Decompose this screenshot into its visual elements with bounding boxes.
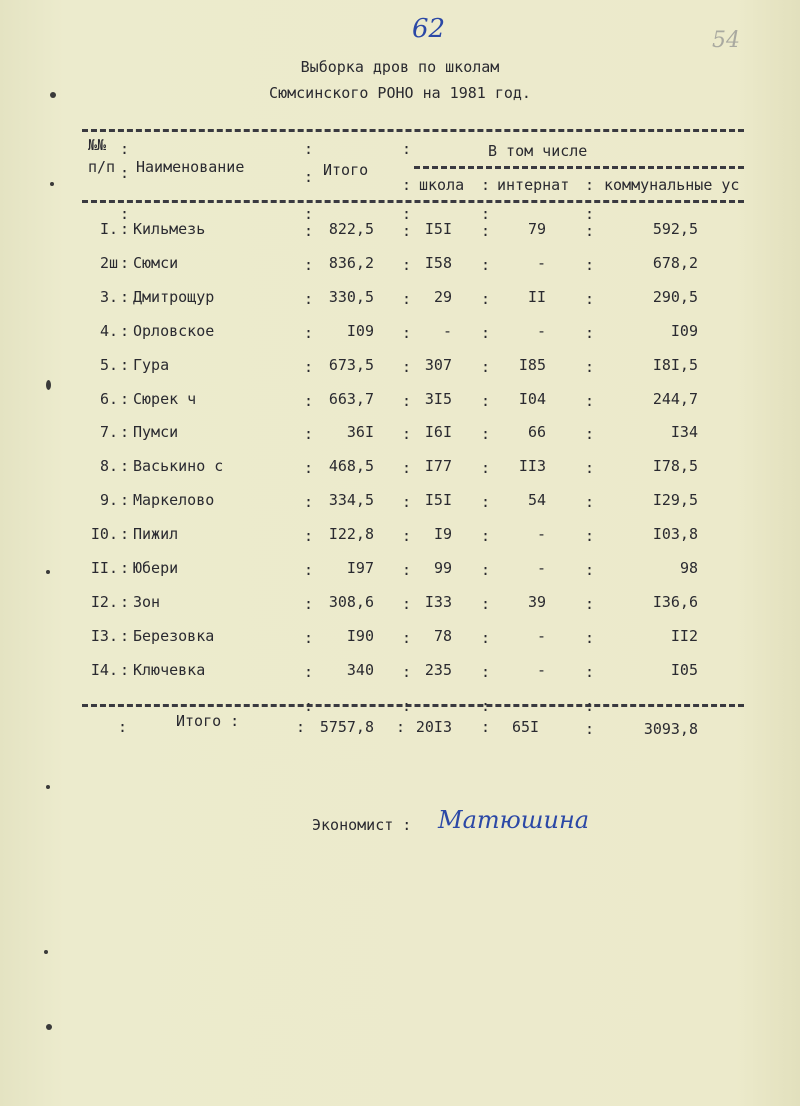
column-divider: : [304, 391, 314, 410]
row-separator: : [120, 253, 130, 272]
column-divider: : [402, 205, 412, 223]
row-school: 307 [424, 355, 452, 374]
header-name: Наименование [136, 158, 245, 176]
row-communal: I29,5 [652, 491, 698, 510]
column-divider: : [481, 696, 491, 715]
row-communal: 244,7 [652, 389, 698, 408]
row-school: I77 [424, 457, 452, 476]
column-divider: : [481, 425, 491, 444]
column-divider: : [304, 696, 314, 715]
column-divider: : [402, 561, 412, 579]
row-internat: I04 [518, 389, 546, 408]
row-internat: - [536, 626, 546, 645]
row-total: 836,2 [328, 253, 374, 272]
row-number: 8. [99, 457, 118, 476]
row-name: Дмитрощур [133, 287, 215, 306]
row-separator: : [120, 592, 130, 611]
column-divider: : [304, 662, 314, 681]
row-communal: I8I,5 [652, 355, 698, 374]
column-divider: : [402, 222, 412, 240]
column-divider: : [402, 176, 412, 194]
column-divider: : [585, 391, 595, 410]
column-divider: : [402, 255, 412, 274]
column-divider: : [585, 662, 595, 681]
row-internat: - [536, 525, 546, 544]
row-communal: I03,8 [652, 525, 698, 544]
row-number: 4. [99, 321, 118, 340]
row-total: 308,6 [328, 592, 374, 611]
column-divider: : [585, 594, 595, 613]
subheader-rule [414, 166, 744, 169]
column-divider: : [304, 323, 314, 342]
signature-handwritten: Матюшина [438, 806, 590, 834]
row-separator: : [120, 457, 130, 476]
row-communal: I09 [670, 321, 698, 340]
column-divider: : [585, 255, 595, 274]
row-number: I. [99, 220, 118, 238]
row-communal: I34 [670, 423, 698, 442]
header-group: В том числе [488, 142, 588, 160]
row-total: 468,5 [328, 457, 374, 476]
binder-hole [46, 1024, 52, 1030]
page-number-faint: 54 [712, 28, 740, 53]
column-divider: : [585, 289, 595, 308]
column-divider: : [585, 459, 595, 478]
row-total: 340 [346, 660, 374, 679]
column-divider: : [481, 255, 491, 274]
column-divider: : [585, 493, 595, 512]
row-total: 663,7 [328, 389, 374, 408]
row-school: 78 [433, 626, 452, 645]
column-divider: : [402, 425, 412, 444]
row-number: II. [90, 559, 118, 577]
row-name: Маркелово [133, 491, 215, 510]
row-number: 6. [99, 389, 118, 408]
totals-school: 20I3 [415, 718, 452, 736]
row-name: Сюмси [133, 253, 179, 272]
row-number: I0. [90, 525, 118, 544]
column-divider: : [402, 391, 412, 410]
row-communal: 98 [679, 559, 698, 577]
header-num-line2: п/п [88, 158, 116, 176]
column-divider: : [304, 628, 314, 647]
row-separator: : [120, 321, 130, 340]
column-divider: : [304, 140, 314, 158]
column-divider: : [585, 323, 595, 342]
totals-label: Итого : [176, 712, 240, 730]
row-internat: II [527, 287, 546, 306]
column-divider: : [402, 289, 412, 308]
column-divider: : [120, 140, 130, 158]
column-divider: : [402, 662, 412, 681]
row-name: Пумси [133, 423, 179, 442]
binder-hole [46, 570, 50, 574]
row-school: - [442, 321, 452, 340]
column-divider: : [304, 205, 314, 223]
header-num-line1: №№ [88, 136, 107, 154]
column-divider: : [481, 561, 491, 579]
column-divider: : [304, 459, 314, 478]
column-divider: : [304, 493, 314, 512]
column-divider: : [481, 289, 491, 308]
column-divider: : [481, 176, 491, 194]
row-name: Васькино с [133, 457, 224, 476]
column-divider: : [481, 594, 491, 613]
row-communal: 290,5 [652, 287, 698, 306]
row-number: I3. [90, 626, 118, 645]
column-divider: : [118, 718, 128, 736]
row-communal: 592,5 [652, 220, 698, 238]
column-divider: : [396, 718, 406, 736]
table-top-rule [82, 129, 744, 132]
row-number: I4. [90, 660, 118, 679]
row-internat: 79 [527, 220, 546, 238]
column-divider: : [304, 594, 314, 613]
binder-hole [46, 380, 51, 390]
column-divider: : [304, 357, 314, 376]
column-divider: : [304, 222, 314, 240]
column-divider: : [585, 696, 595, 715]
totals-communal: 3093,8 [643, 720, 698, 738]
row-separator: : [120, 491, 130, 510]
row-school: 3I5 [424, 389, 452, 408]
column-divider: : [402, 594, 412, 613]
row-name: Кильмезь [133, 220, 206, 238]
row-name: Юбери [133, 559, 179, 577]
row-internat: - [536, 660, 546, 679]
totals-rule [82, 704, 744, 707]
column-divider: : [120, 164, 130, 182]
row-number: 3. [99, 287, 118, 306]
row-separator: : [120, 389, 130, 408]
column-divider: : [304, 561, 314, 579]
row-communal: I05 [670, 660, 698, 679]
column-divider: : [585, 222, 595, 240]
row-total: I97 [346, 559, 374, 577]
column-divider: : [304, 168, 314, 186]
row-separator: : [120, 423, 130, 442]
row-school: 99 [433, 559, 452, 577]
row-school: I9 [433, 525, 452, 544]
column-divider: : [481, 205, 491, 223]
column-divider: : [402, 459, 412, 478]
column-divider: : [481, 628, 491, 647]
column-divider: : [481, 662, 491, 681]
column-divider: : [585, 628, 595, 647]
column-divider: : [402, 323, 412, 342]
row-school: I33 [424, 592, 452, 611]
binder-hole [50, 92, 56, 98]
row-name: Пижил [133, 525, 179, 544]
row-total: I90 [346, 626, 374, 645]
row-name: Зон [133, 592, 161, 611]
row-school: I5I [424, 491, 452, 510]
column-divider: : [481, 391, 491, 410]
row-school: 235 [424, 660, 452, 679]
row-school: I5I [424, 220, 452, 238]
column-divider: : [481, 493, 491, 512]
row-number: 2ш [99, 253, 118, 272]
column-divider: : [296, 718, 306, 736]
row-internat: - [536, 253, 546, 272]
row-name: Орловское [133, 321, 215, 340]
row-communal: I36,6 [652, 592, 698, 611]
column-divider: : [481, 459, 491, 478]
header-bottom-rule [82, 200, 744, 203]
row-separator: : [120, 660, 130, 679]
column-divider: : [585, 205, 595, 223]
row-internat: - [536, 559, 546, 577]
row-school: I58 [424, 253, 452, 272]
column-divider: : [120, 205, 130, 223]
row-separator: : [120, 355, 130, 374]
row-total: I09 [346, 321, 374, 340]
header-communal: коммунальные ус [604, 176, 740, 194]
row-total: 822,5 [328, 220, 374, 238]
document-title-line1: Выборка дров по школам [300, 58, 500, 76]
column-divider: : [304, 255, 314, 274]
column-divider: : [585, 425, 595, 444]
row-separator: : [120, 287, 130, 306]
row-name: Ключевка [133, 660, 206, 679]
totals-internat: 65I [512, 718, 540, 736]
row-total: 330,5 [328, 287, 374, 306]
column-divider: : [585, 176, 595, 194]
column-divider: : [402, 628, 412, 647]
document-title-line2: Сюмсинского РОНО на 1981 год. [269, 84, 531, 102]
row-number: I2. [90, 592, 118, 611]
row-number: 5. [99, 355, 118, 374]
row-total: 334,5 [328, 491, 374, 510]
row-internat: II3 [518, 457, 546, 476]
column-divider: : [402, 493, 412, 512]
column-divider: : [481, 222, 491, 240]
column-divider: : [481, 527, 491, 546]
row-number: 7. [99, 423, 118, 442]
column-divider: : [402, 527, 412, 546]
totals-total: 5757,8 [319, 718, 374, 736]
column-divider: : [481, 323, 491, 342]
column-divider: : [585, 357, 595, 376]
page-number-handwritten: 62 [412, 14, 446, 44]
binder-hole [46, 785, 50, 789]
column-divider: : [402, 140, 412, 158]
row-total: I22,8 [328, 525, 374, 544]
row-separator: : [120, 559, 130, 577]
row-communal: I78,5 [652, 457, 698, 476]
binder-hole [50, 182, 54, 186]
column-divider: : [304, 527, 314, 546]
column-divider: : [481, 357, 491, 376]
signature-label: Экономист : [312, 816, 412, 834]
row-internat: 66 [527, 423, 546, 442]
column-divider: : [481, 718, 491, 736]
row-separator: : [120, 626, 130, 645]
row-internat: 39 [527, 592, 546, 611]
header-internat: интернат [497, 176, 570, 194]
row-school: 29 [433, 287, 452, 306]
row-total: 36I [346, 423, 374, 442]
column-divider: : [585, 527, 595, 546]
column-divider: : [402, 696, 412, 715]
row-school: I6I [424, 423, 452, 442]
row-internat: 54 [527, 491, 546, 510]
column-divider: : [304, 289, 314, 308]
row-total: 673,5 [328, 355, 374, 374]
row-name: Гура [133, 355, 170, 374]
row-name: Березовка [133, 626, 215, 645]
column-divider: : [304, 425, 314, 444]
column-divider: : [402, 357, 412, 376]
row-separator: : [120, 525, 130, 544]
row-separator: : [120, 220, 130, 238]
header-school: школа [419, 176, 465, 194]
row-communal: 678,2 [652, 253, 698, 272]
row-communal: II2 [670, 626, 698, 645]
binder-hole [44, 950, 48, 954]
column-divider: : [585, 561, 595, 579]
header-total: Итого [323, 161, 369, 179]
row-internat: I85 [518, 355, 546, 374]
column-divider: : [585, 720, 595, 738]
row-number: 9. [99, 491, 118, 510]
row-name: Сюрек ч [133, 389, 197, 408]
row-internat: - [536, 321, 546, 340]
